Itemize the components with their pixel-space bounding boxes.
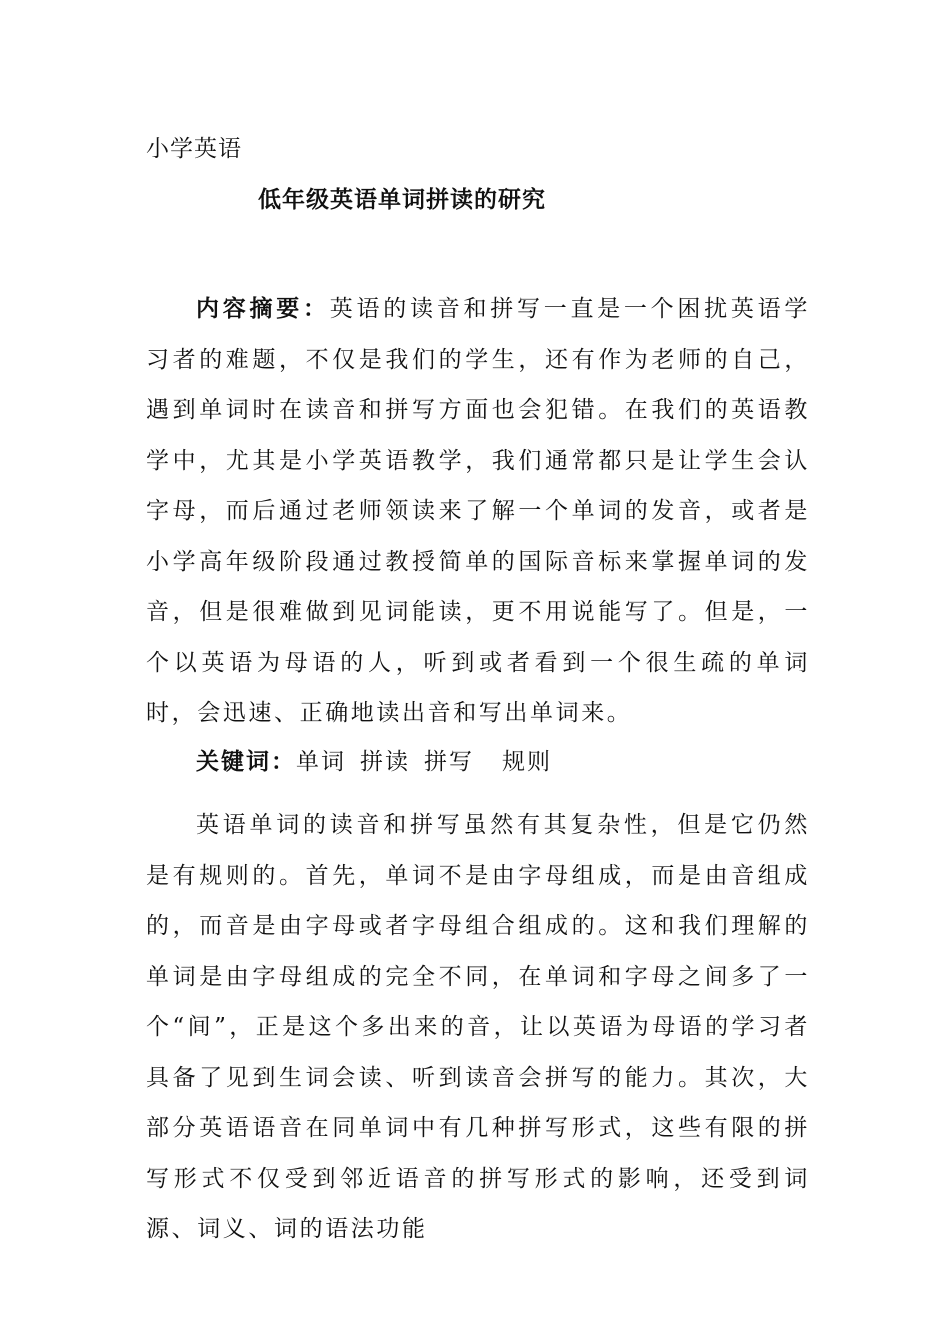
keyword-item: 拼读 bbox=[360, 749, 410, 775]
abstract-paragraph bbox=[146, 284, 810, 739]
abstract-label: 内容摘要： bbox=[196, 296, 330, 322]
keywords-label: 关键词： bbox=[196, 749, 296, 775]
keyword-item: 规则 bbox=[502, 749, 552, 775]
keywords-line bbox=[146, 737, 810, 788]
body-paragraph: 英语单词的读音和拼写虽然有其复杂性，但是它仍然是有规则的。首先，单词不是由字母组成，而是由音组成的，而音是由字母或者字母组合组成的。这和我们理解的单词是由字母组成的完全不同，在单词和字母之间多了一个“间”，正是这个多出来的音，让以英语为母语的学习者具备了见到生词会读、听到读音会拼写的能力。其次，大部分英语语音在同单词中有几种拼写形式，这些有限的拼写形式不仅受到邻近语音的拼写形式的影响，还受到词源、词义、词的语法功能 bbox=[146, 812, 810, 1242]
abstract-text: 英语的读音和拼写一直是一个困扰英语学习者的难题，不仅是我们的学生，还有作为老师的自己，遇到单词时在读音和拼写方面也会犯错。在我们的英语教学中，尤其是小学英语教学，我们通常都只是让学生会认字母，而后通过老师领读来了解一个单词的发音，或者是小学高年级阶段通过教授简单的国际音标来掌握单词的发音，但是很难做到见词能读，更不用说能写了。但是，一个以英语为母语的人，听到或者看到一个很生疏的单词时，会迅速、正确地读出音和写出单词来。 bbox=[146, 296, 810, 726]
document-title: 低年级英语单词拼读的研究 bbox=[258, 186, 546, 213]
keyword-item: 单词 bbox=[296, 749, 346, 775]
keyword-item: 拼写 bbox=[424, 749, 474, 775]
document-category: 小学英语 bbox=[146, 136, 242, 162]
